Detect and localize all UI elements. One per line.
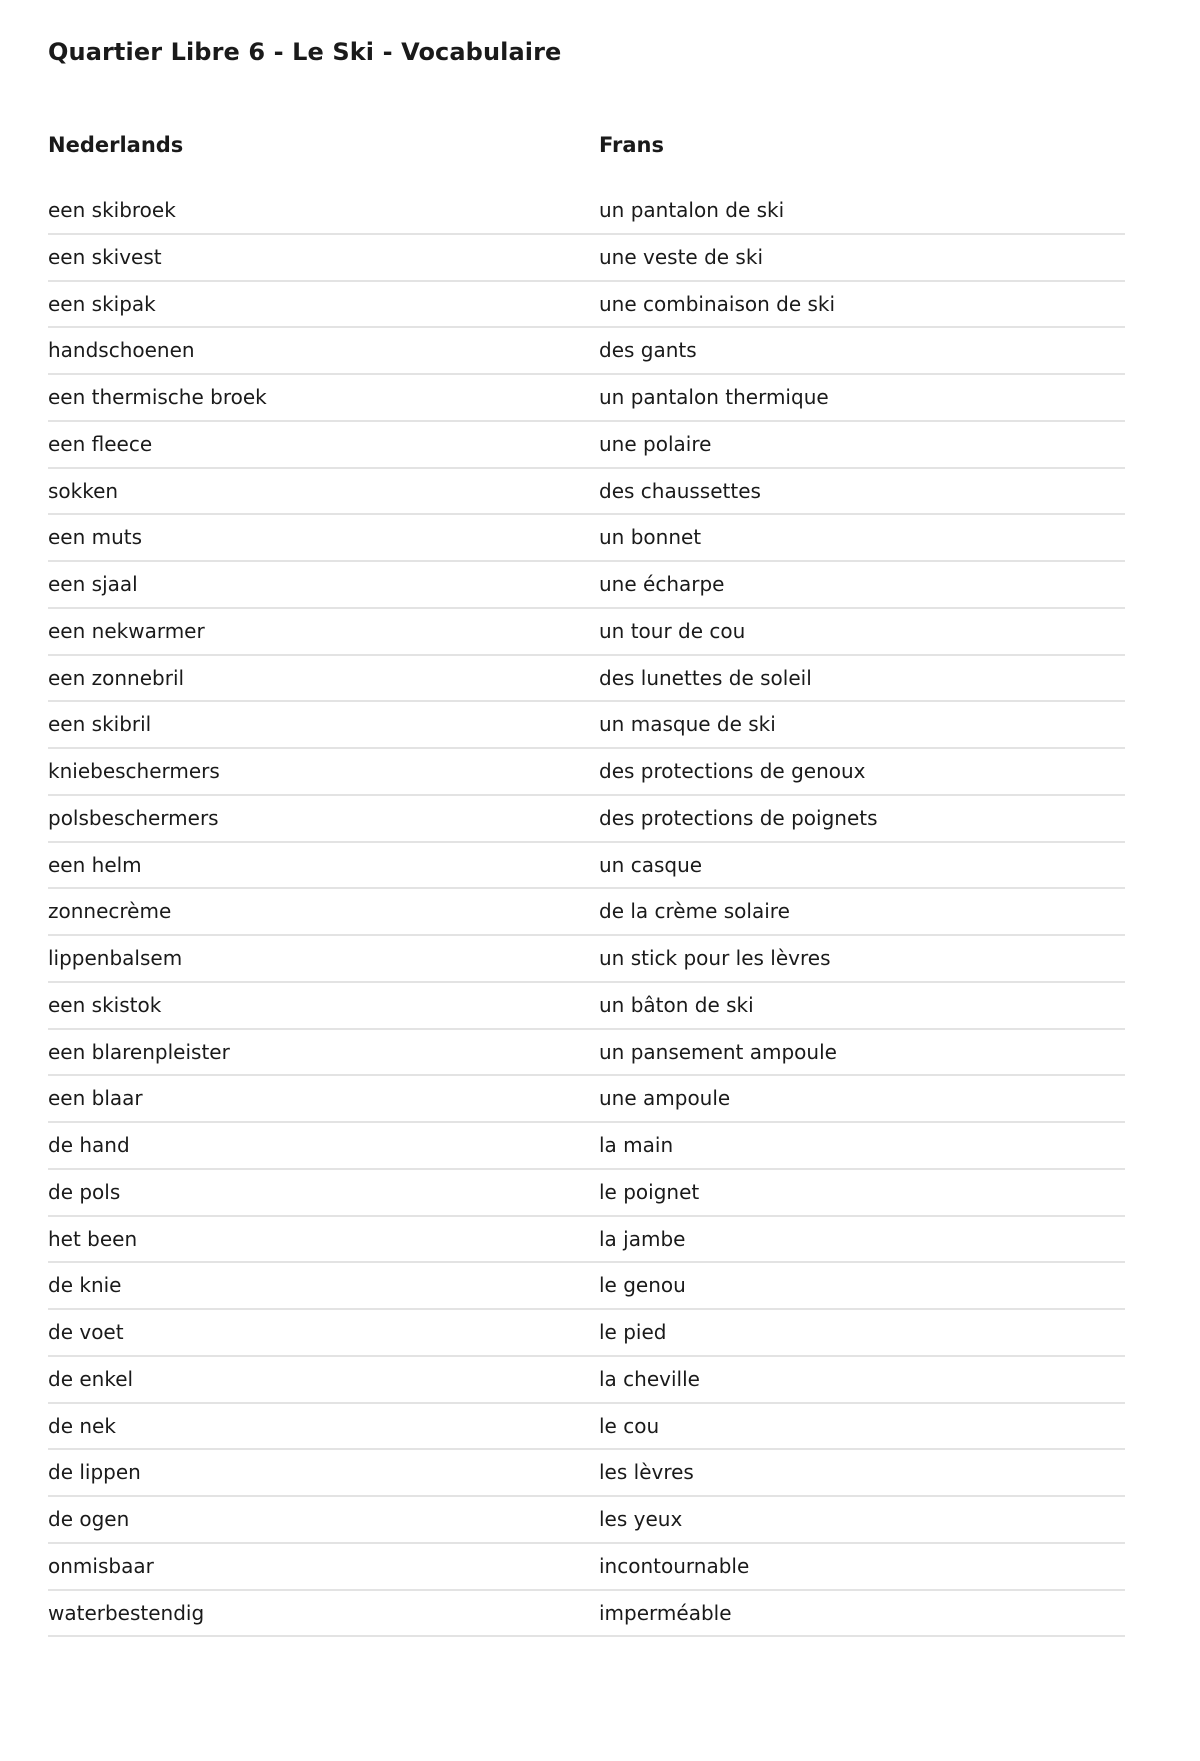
table-header bbox=[48, 133, 1125, 165]
dutch-word: de lippen bbox=[48, 1460, 141, 1485]
dutch-word: waterbestendig bbox=[48, 1600, 205, 1625]
french-word: les lèvres bbox=[599, 1460, 694, 1485]
dutch-word: de ogen bbox=[48, 1507, 130, 1531]
table-row bbox=[48, 1076, 1125, 1123]
dutch-word: onmisbaar bbox=[48, 1553, 154, 1578]
table-row bbox=[48, 235, 1125, 282]
page-title: Quartier Libre 6 - Le Ski - Vocabulaire bbox=[48, 38, 562, 66]
dutch-word: de hand bbox=[48, 1133, 130, 1157]
dutch-word: een fleece bbox=[48, 431, 153, 456]
french-word: une polaire bbox=[599, 431, 712, 456]
french-word: un pantalon de ski bbox=[599, 198, 785, 222]
dutch-word: een skipak bbox=[48, 291, 156, 316]
table-row bbox=[48, 1497, 1125, 1544]
french-word: des lunettes de soleil bbox=[599, 665, 812, 690]
french-word: incontournable bbox=[599, 1553, 750, 1578]
dutch-word: een sjaal bbox=[48, 572, 138, 596]
table-row bbox=[48, 282, 1125, 329]
french-word: la cheville bbox=[599, 1366, 700, 1391]
table-row bbox=[48, 1591, 1125, 1638]
french-word: un casque bbox=[599, 852, 703, 877]
table-row bbox=[48, 1217, 1125, 1264]
french-word: la jambe bbox=[599, 1226, 686, 1251]
french-word: la main bbox=[599, 1133, 674, 1157]
dutch-word: lippenbalsem bbox=[48, 946, 183, 970]
dutch-word: de nek bbox=[48, 1413, 116, 1438]
table-row bbox=[48, 702, 1125, 749]
column-header-nederlands: Nederlands bbox=[48, 133, 184, 157]
table-row bbox=[48, 843, 1125, 890]
dutch-word: een nekwarmer bbox=[48, 618, 205, 643]
french-word: le pied bbox=[599, 1320, 667, 1344]
french-word: une veste de ski bbox=[599, 244, 763, 269]
french-word: le poignet bbox=[599, 1179, 700, 1204]
dutch-word: sokken bbox=[48, 478, 119, 503]
dutch-word: polsbeschermers bbox=[48, 805, 219, 830]
french-word: un pantalon thermique bbox=[599, 385, 829, 409]
french-word: un bâton de ski bbox=[599, 992, 754, 1017]
dutch-word: een skistok bbox=[48, 992, 162, 1017]
french-word: les yeux bbox=[599, 1507, 683, 1531]
french-word: un masque de ski bbox=[599, 712, 776, 737]
table-row bbox=[48, 749, 1125, 796]
dutch-word: een muts bbox=[48, 525, 143, 550]
french-word: des chaussettes bbox=[599, 478, 761, 503]
french-word: une combinaison de ski bbox=[599, 291, 836, 316]
table-row bbox=[48, 188, 1125, 235]
table-row bbox=[48, 515, 1125, 562]
dutch-word: een skivest bbox=[48, 244, 162, 269]
table-row bbox=[48, 1357, 1125, 1404]
table-row bbox=[48, 1544, 1125, 1591]
french-word: une écharpe bbox=[599, 572, 725, 596]
column-header-frans: Frans bbox=[599, 133, 664, 157]
french-word: de la crème solaire bbox=[599, 899, 790, 924]
dutch-word: de enkel bbox=[48, 1366, 134, 1391]
table-row bbox=[48, 1404, 1125, 1451]
dutch-word: kniebeschermers bbox=[48, 759, 220, 783]
dutch-word: een skibroek bbox=[48, 198, 176, 222]
table-row bbox=[48, 936, 1125, 983]
table-row bbox=[48, 796, 1125, 843]
french-word: un pansement ampoule bbox=[599, 1039, 837, 1064]
table-row bbox=[48, 656, 1125, 703]
dutch-word: een skibril bbox=[48, 712, 152, 737]
table-row bbox=[48, 1123, 1125, 1170]
dutch-word: de voet bbox=[48, 1320, 124, 1344]
table-row bbox=[48, 1310, 1125, 1357]
french-word: un tour de cou bbox=[599, 618, 746, 643]
dutch-word: een thermische broek bbox=[48, 385, 267, 409]
table-row bbox=[48, 1450, 1125, 1497]
dutch-word: een helm bbox=[48, 852, 142, 877]
table-row bbox=[48, 1170, 1125, 1217]
french-word: le cou bbox=[599, 1413, 660, 1438]
french-word: le genou bbox=[599, 1273, 686, 1298]
table-row bbox=[48, 422, 1125, 469]
dutch-word: zonnecrème bbox=[48, 899, 172, 924]
french-word: imperméable bbox=[599, 1600, 732, 1625]
dutch-word: de pols bbox=[48, 1179, 121, 1204]
table-row bbox=[48, 1263, 1125, 1310]
dutch-word: de knie bbox=[48, 1273, 122, 1298]
table-row bbox=[48, 328, 1125, 375]
dutch-word: een blaar bbox=[48, 1086, 143, 1111]
dutch-word: het been bbox=[48, 1226, 138, 1251]
french-word: un bonnet bbox=[599, 525, 702, 550]
table-row bbox=[48, 375, 1125, 422]
table-row bbox=[48, 469, 1125, 516]
french-word: un stick pour les lèvres bbox=[599, 946, 831, 970]
table-row bbox=[48, 889, 1125, 936]
french-word: des gants bbox=[599, 338, 697, 363]
table-row bbox=[48, 562, 1125, 609]
dutch-word: handschoenen bbox=[48, 338, 195, 363]
table-row bbox=[48, 983, 1125, 1030]
vocabulary-list bbox=[48, 188, 1125, 1637]
dutch-word: een zonnebril bbox=[48, 665, 185, 690]
french-word: une ampoule bbox=[599, 1086, 731, 1111]
table-row bbox=[48, 609, 1125, 656]
dutch-word: een blarenpleister bbox=[48, 1039, 230, 1064]
french-word: des protections de poignets bbox=[599, 805, 878, 830]
french-word: des protections de genoux bbox=[599, 759, 866, 783]
table-row bbox=[48, 1030, 1125, 1077]
